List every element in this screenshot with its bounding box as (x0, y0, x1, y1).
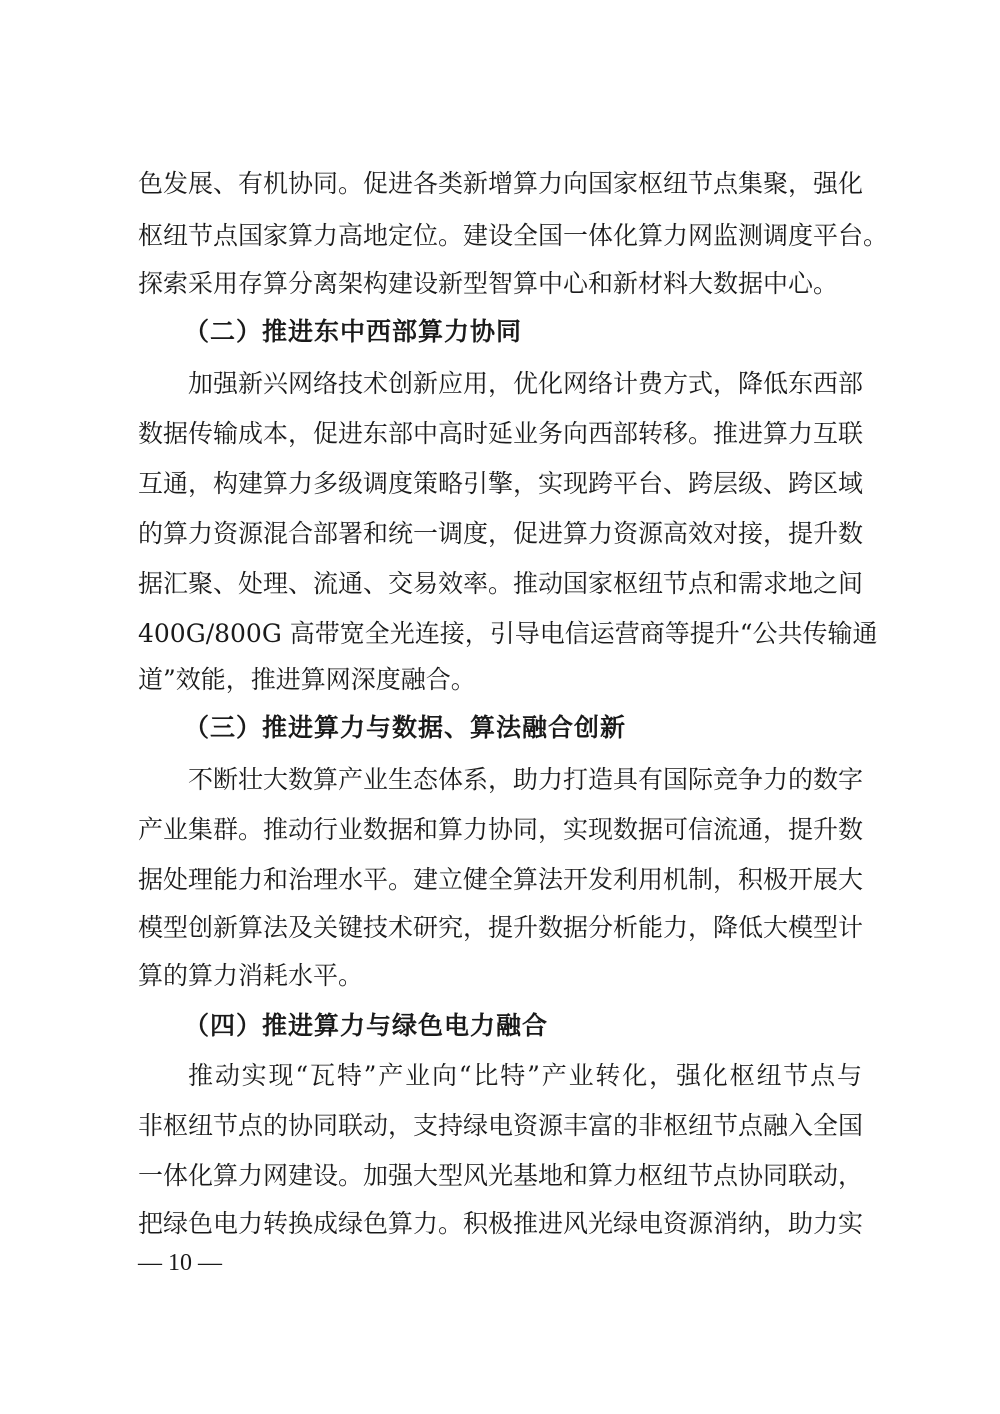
text-line: 据汇聚、处理、流通、交易效率。推动国家枢纽节点和需求地之间 (138, 569, 864, 598)
page-number: — 10 — (138, 1250, 222, 1276)
section-heading: （四）推进算力与绿色电力融合 (184, 1011, 549, 1040)
text-line: 算的算力消耗水平。 (138, 961, 364, 990)
text-line: 据处理能力和治理水平。建立健全算法开发利用机制，积极开展大 (138, 865, 864, 894)
text-line: 产业集群。推动行业数据和算力协同，实现数据可信流通，提升数 (138, 815, 864, 844)
text-line: 枢纽节点国家算力高地定位。建设全国一体化算力网监测调度平台。 (138, 221, 889, 250)
text-line: 把绿色电力转换成绿色算力。积极推进风光绿电资源消纳，助力实 (138, 1209, 864, 1238)
text-line: 色发展、有机协同。促进各类新增算力向国家枢纽节点集聚，强化 (138, 169, 864, 198)
text-line: 数据传输成本，促进东部中高时延业务向西部转移。推进算力互联 (138, 419, 864, 448)
text-line: 400G/800G 高带宽全光连接，引导电信运营商等提升“公共传输通 (138, 619, 878, 648)
text-line: 一体化算力网建设。加强大型风光基地和算力枢纽节点协同联动， (138, 1161, 864, 1190)
section-heading: （三）推进算力与数据、算法融合创新 (184, 713, 627, 742)
text-line: 道”效能，推进算网深度融合。 (138, 665, 476, 694)
text-line: 推动实现“瓦特”产业向“比特”产业转化，强化枢纽节点与 (188, 1061, 862, 1090)
text-line: 加强新兴网络技术创新应用，优化网络计费方式，降低东西部 (188, 369, 864, 398)
text-line: 探索采用存算分离架构建设新型智算中心和新材料大数据中心。 (138, 269, 839, 298)
text-line: 非枢纽节点的协同联动，支持绿电资源丰富的非枢纽节点融入全国 (138, 1111, 864, 1140)
text-line: 模型创新算法及关键技术研究，提升数据分析能力，降低大模型计 (138, 913, 864, 942)
text-line: 的算力资源混合部署和统一调度，促进算力资源高效对接，提升数 (138, 519, 864, 548)
section-heading: （二）推进东中西部算力协同 (184, 317, 523, 346)
text-line: 不断壮大数算产业生态体系，助力打造具有国际竞争力的数字 (188, 765, 864, 794)
text-line: 互通，构建算力多级调度策略引擎，实现跨平台、跨层级、跨区域 (138, 469, 864, 498)
